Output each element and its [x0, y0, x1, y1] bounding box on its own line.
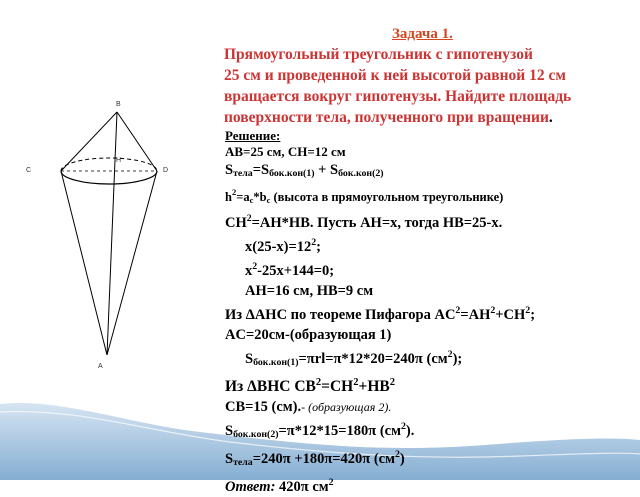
- solution-line-3: [225, 184, 635, 209]
- text: =AH: [460, 307, 491, 323]
- superscript: 2: [389, 377, 395, 388]
- superscript: 2: [231, 187, 237, 197]
- sym: S: [225, 451, 234, 467]
- text: =πrl=π*12*20=240π (см: [298, 351, 448, 367]
- text: Из ΔBHC CB: [225, 378, 316, 395]
- superscript: 2: [252, 261, 258, 272]
- subscript: тела: [233, 457, 253, 468]
- answer-value: 420π см: [275, 479, 329, 495]
- label-d: D: [163, 167, 169, 174]
- text: );: [452, 351, 463, 367]
- text: +HB: [358, 378, 390, 395]
- solution-block: [225, 128, 635, 497]
- solution-line-2: [225, 160, 635, 184]
- text: =S: [252, 162, 270, 178]
- solution-line-8: [225, 301, 635, 325]
- edge-b-c: [61, 112, 117, 171]
- edge-d-a: [107, 171, 157, 355]
- sym: S: [225, 162, 234, 178]
- subscript: тела: [233, 168, 253, 179]
- text: =CH: [321, 378, 354, 395]
- solution-line-12: [225, 397, 635, 417]
- superscript: 2: [315, 377, 322, 388]
- subscript: бок.кон(1): [269, 168, 315, 179]
- text: *b: [253, 190, 267, 204]
- label-a: A: [98, 363, 103, 370]
- answer-label: Ответ:: [225, 479, 276, 495]
- solution-line-14: [225, 445, 635, 473]
- superscript: 2: [353, 377, 359, 388]
- text: =π*12*15=180π (см: [278, 423, 401, 439]
- solution-line-4: [225, 209, 635, 233]
- text: ;: [316, 239, 322, 255]
- superscript: 2: [246, 213, 252, 224]
- statement-line: вращается вокруг гипотенузы. Найдите площадь: [224, 88, 572, 105]
- solution-line-9: AC=20см-(образующая 1): [225, 327, 392, 343]
- text: =AH*HB. Пусть AH=x, тогда HB=25-x.: [251, 215, 503, 231]
- statement-period: .: [548, 109, 553, 126]
- text: =240π +180π=420π (см: [252, 451, 395, 467]
- solution-line-10: [225, 345, 635, 373]
- subscript: бок.кон(2): [233, 429, 279, 440]
- label-h: H: [116, 157, 122, 164]
- statement-text: поверхности тела, полученного при вращении: [224, 109, 549, 126]
- subscript: бок.кон(2): [338, 168, 384, 179]
- solution-line-6: [225, 257, 635, 281]
- edge-c-a: [61, 171, 107, 355]
- subscript: c: [249, 195, 254, 205]
- statement-line: 25 см и проведенной к ней высотой равной 12 см: [224, 67, 566, 84]
- text: (высота в прямоугольном треугольнике): [270, 190, 504, 204]
- text: ;: [530, 307, 536, 323]
- superscript: 2: [400, 421, 406, 432]
- label-c: C: [26, 167, 32, 174]
- text: x: [245, 263, 253, 279]
- text: -25x+144=0;: [257, 263, 335, 279]
- text: ): [399, 451, 405, 467]
- solution-line-5: [225, 233, 635, 257]
- superscript: 2: [490, 305, 496, 316]
- superscript: 2: [447, 349, 453, 360]
- statement-line: Прямоугольный треугольник с гипотенузой: [224, 46, 533, 63]
- subscript: бок.кон(1): [253, 357, 299, 368]
- base-ellipse-back: [61, 158, 157, 171]
- given-line: AB=25 см, CH=12 см: [225, 144, 346, 159]
- sym: S: [225, 423, 234, 439]
- superscript: 2: [328, 477, 334, 488]
- text: h: [225, 190, 232, 204]
- text: Из ΔAHC по теореме Пифагора AC: [225, 307, 456, 323]
- superscript: 2: [311, 237, 317, 248]
- label-b: B: [116, 101, 121, 108]
- superscript: 2: [395, 449, 400, 460]
- solution-heading: Решение:: [225, 128, 281, 143]
- sym: S: [245, 351, 254, 367]
- text: + S: [314, 162, 339, 178]
- text: x(25-x)=12: [245, 239, 312, 255]
- text: CB=15 (см).: [225, 399, 302, 415]
- base-ellipse-front: [61, 171, 157, 184]
- solution-line-7: AH=16 см, HB=9 см: [245, 283, 374, 299]
- superscript: 2: [525, 305, 531, 316]
- axis-b-a: [107, 112, 117, 355]
- text: CH: [225, 215, 247, 231]
- note: - (образующая 2).: [301, 400, 392, 414]
- solution-line-11: [225, 373, 635, 397]
- subscript: c: [266, 195, 271, 205]
- text: ).: [405, 423, 415, 439]
- task-statement: [224, 44, 634, 128]
- task-title: Задача 1.: [392, 26, 453, 42]
- superscript: 2: [455, 305, 461, 316]
- text: +CH: [495, 307, 526, 323]
- answer-line: [225, 473, 635, 497]
- text: =a: [236, 190, 250, 204]
- statement-line: [224, 107, 634, 128]
- edge-b-d: [117, 112, 157, 171]
- solution-line-13: [225, 417, 635, 445]
